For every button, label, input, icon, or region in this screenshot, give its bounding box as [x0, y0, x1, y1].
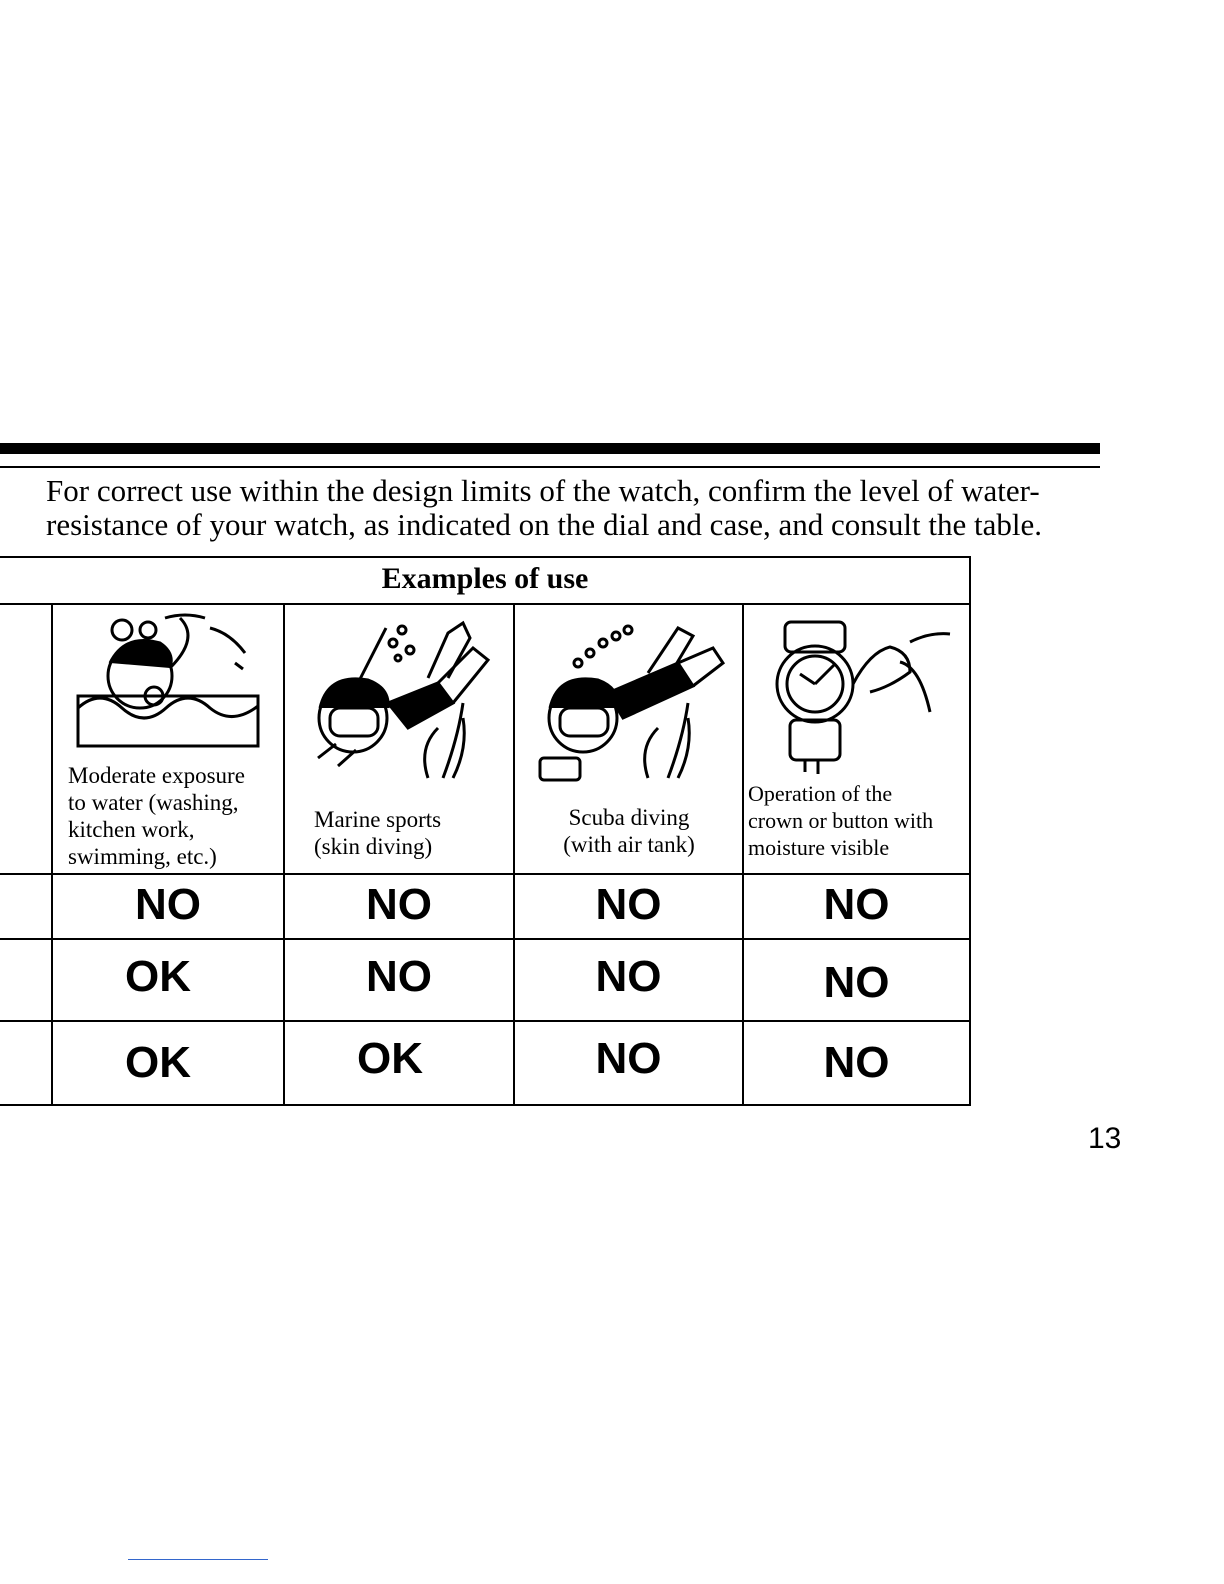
examples-of-use-header: Examples of use: [381, 562, 589, 595]
mark-cell: NO: [366, 880, 432, 929]
page-number: 13: [1088, 1122, 1122, 1155]
caption-crown-operation: Operation of the crown or button with moisture visible: [748, 781, 934, 860]
snorkeler-icon: [298, 608, 498, 783]
mark-cell: NO: [595, 880, 662, 929]
mark-cell: OK: [125, 1038, 191, 1087]
mark-cell: OK: [357, 1034, 423, 1083]
wet-watch-crown-icon: [760, 612, 960, 782]
column-divider: [742, 603, 744, 1106]
intro-paragraph: For correct use within the design limits of the watch, confirm the level of water-resistance of your watch, as indicated on the dial and case, and consult the table.: [46, 473, 1042, 542]
caption-moderate-exposure: Moderate exposure to water (washing, kitchen work, swimming, etc.): [68, 763, 245, 869]
mark-cell: NO: [135, 880, 201, 929]
column-divider: [513, 603, 515, 1106]
swimmer-icon: [70, 608, 270, 753]
table-right-border: [969, 556, 971, 1106]
mark-cell: OK: [125, 952, 191, 1001]
caption-scuba-diving: Scuba diving (with air tank): [563, 805, 695, 857]
mark-cell: NO: [595, 1034, 662, 1083]
mark-cell: NO: [595, 952, 662, 1001]
header-bottom-border: [0, 603, 971, 605]
mark-cell: NO: [366, 952, 432, 1001]
mark-cell: NO: [823, 1038, 890, 1087]
row-divider: [0, 938, 971, 940]
caption-marine-sports: Marine sports (skin diving): [314, 807, 442, 859]
column-divider: [283, 603, 285, 1106]
row-divider: [0, 873, 971, 875]
scuba-diver-icon: [528, 608, 728, 783]
row-divider: [0, 1020, 971, 1022]
mark-cell: NO: [823, 880, 890, 929]
table-top-border: [0, 556, 971, 558]
mark-cell: NO: [823, 958, 890, 1007]
column-divider: [51, 603, 53, 1106]
table-bottom-border: [0, 1104, 971, 1106]
footer-link-underline: [128, 1559, 268, 1560]
